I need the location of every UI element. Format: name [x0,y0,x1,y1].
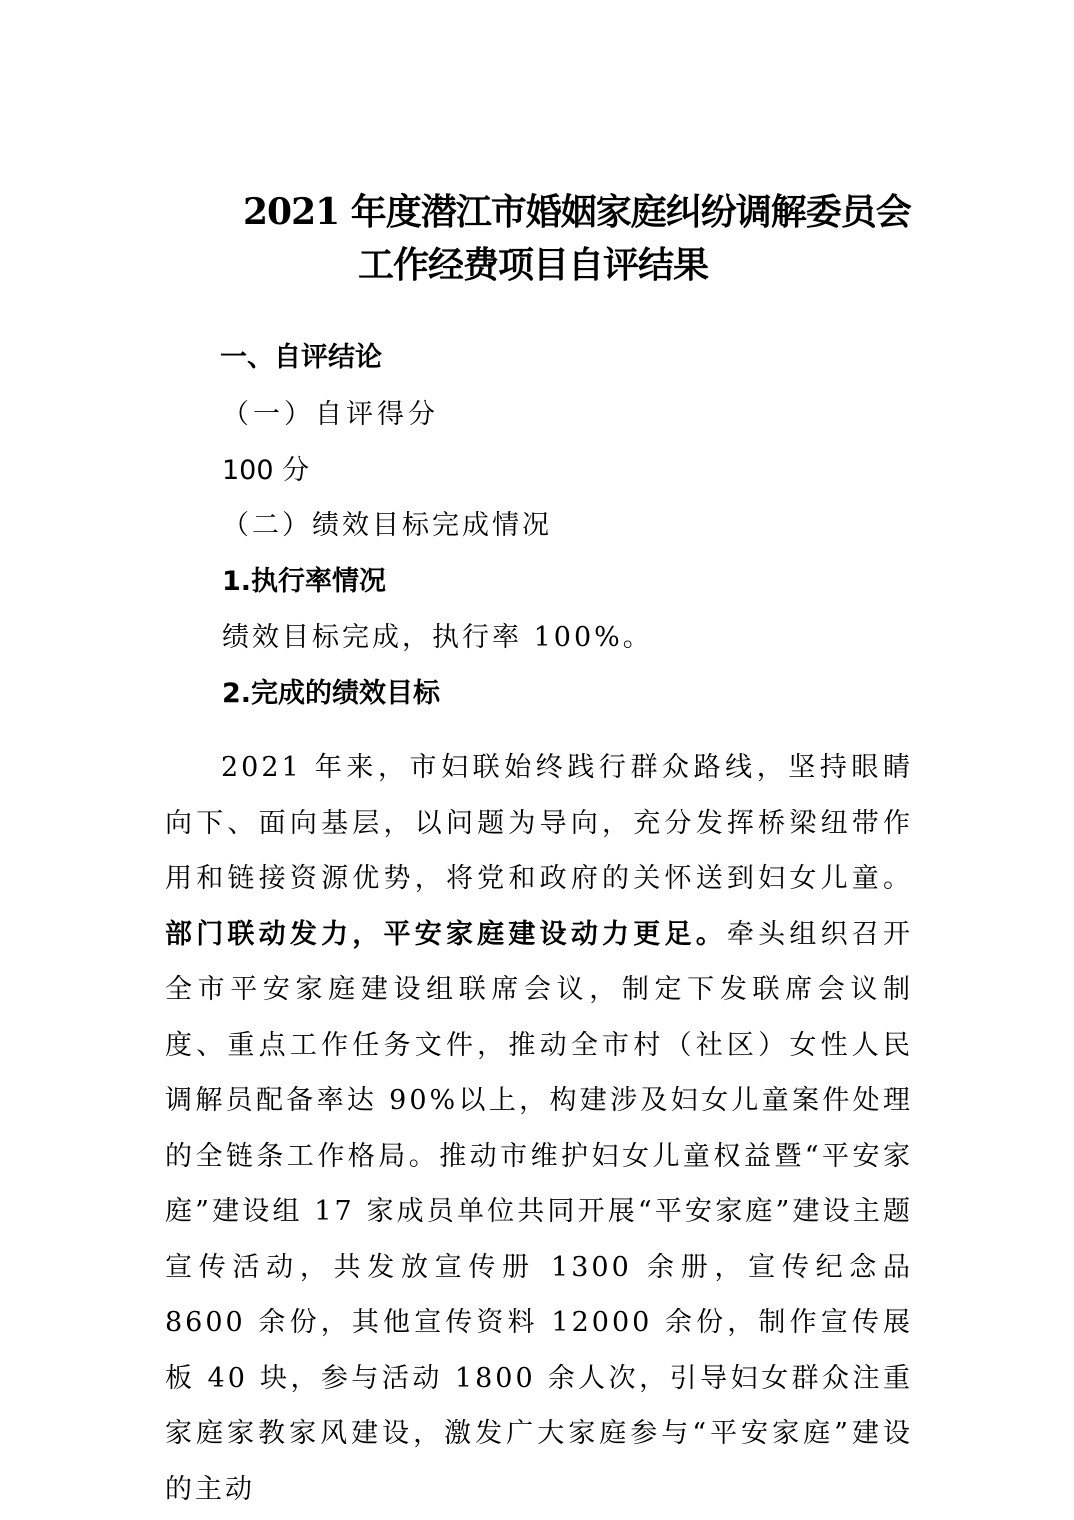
item1-heading: 1.执行率情况 [222,566,387,597]
paragraph-bold-highlight: 部门联动发力，平安家庭建设动力更足。 [165,918,727,950]
item1-text: 绩效目标完成，执行率 100%。 [222,622,653,653]
document-title-line2: 工作经费项目自评结果 [358,244,709,286]
body-paragraph [165,740,913,1517]
paragraph-text-part2: 牵头组织召开全市平安家庭建设组联席会议，制定下发联席会议制度、重点工作任务文件，推动全市村（社区）女性人民调解员配备率达 90%以上，构建涉及妇女儿童案件处理的全链条工作格局。推动市维护妇女儿童权益暨“平安家庭”建设组 17 家成员单位共同开展“平安家庭”建设主题宣传活动，共发放宣传册 1300 余册，宣传纪念品 8600 余份，其他宣传资料 12000 余份，制作宣传展板 40 块，参与活动 1800 余人次，引导妇女群众注重家庭家教家风建设，激发广大家庭参与“平安家庭”建设的主动 [165,918,914,1505]
score-text: 100 分 [222,455,310,486]
item2-heading: 2.完成的绩效目标 [222,678,441,709]
section1-heading: 一、自评结论 [220,342,382,373]
subsection1-heading: （一）自评得分 [222,399,439,430]
paragraph-text-part1: 2021 年来，市妇联始终践行群众路线，坚持眼睛向下、面向基层，以问题为导向，充分发挥桥梁纽带作用和链接资源优势，将党和政府的关怀送到妇女儿童。 [165,752,913,894]
subsection2-heading: （二）绩效目标完成情况 [222,510,552,541]
document-title-line1: 2021 年度潜江市婚姻家庭纠纷调解委员会 [243,191,911,233]
